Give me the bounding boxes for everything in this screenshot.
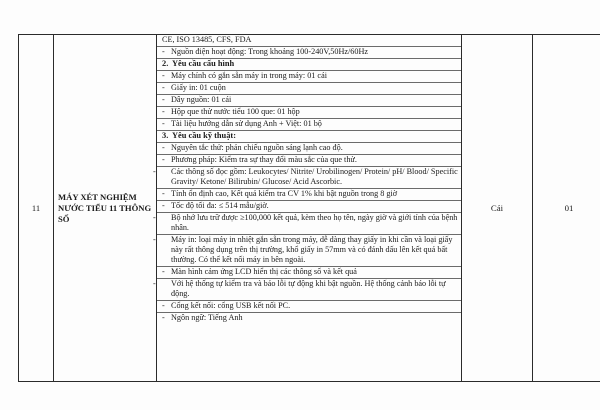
config-item: - Tài liệu hướng dẫn sử dụng Anh + Việt: 01 bộ: [157, 119, 461, 131]
spec-line-standards: CE, ISO 13485, CFS, FDA: [157, 35, 461, 47]
section-heading-technical: 3. Yêu cầu kỹ thuật:: [157, 131, 461, 143]
table-row: [19, 35, 600, 382]
unit-cell: Cái: [462, 35, 533, 382]
tech-item: - Phương pháp: Kiểm tra sự thay đổi màu sắc của que thử.: [157, 155, 461, 167]
equipment-name: MÁY XÉT NGHIỆM NƯỚC TIỂU 11 THÔNG SỐ: [58, 191, 152, 224]
tech-item: - Tính ổn định cao, Kết quả kiểm tra CV 1% khi bật nguồn trong 8 giờ: [157, 189, 461, 201]
tech-item: - Các thông số đọc gồm: Leukocytes/ Nitrite/ Urobilinogen/ Protein/ pH/ Blood/ Specific Gravity/ Ketone/ Bilirubin/ Glucose/ Acid Ascorbic.: [157, 167, 461, 189]
equipment-spec-table: [18, 34, 600, 382]
tech-item: - Bộ nhớ lưu trữ được ≥100,000 kết quả, kèm theo họ tên, ngày giờ và giới tính của bệnh nhân.: [157, 213, 461, 235]
tech-item: - Với hệ thống tự kiểm tra và báo lỗi tự động khi bật nguồn. Hệ thống cảnh báo lỗi tự động.: [157, 279, 461, 301]
equipment-name-cell: [54, 35, 157, 382]
tech-item: - Tốc độ tối đa: ≤ 514 mẫu/giờ.: [157, 201, 461, 213]
config-item: - Hộp que thử nước tiểu 100 que: 01 hộp: [157, 107, 461, 119]
section-heading-configuration: 2. Yêu cầu cấu hình: [157, 59, 461, 71]
config-item: - Dây nguồn: 01 cái: [157, 95, 461, 107]
row-number: 11: [19, 35, 54, 382]
tech-item: - Nguyên tắc thử: phản chiếu nguồn sáng lạnh cao độ.: [157, 143, 461, 155]
spec-line-power: - Nguồn điện hoạt động: Trong khoảng 100-240V,50Hz/60Hz: [157, 47, 461, 59]
tech-item: - Ngôn ngữ: Tiếng Anh: [162, 313, 243, 322]
config-item: - Máy chính có gắn sẵn máy in trong máy: 01 cái: [157, 71, 461, 83]
specification-cell: [153, 35, 462, 382]
tech-item: - Cổng kết nối: cổng USB kết nối PC.: [157, 301, 461, 313]
config-item: - Giấy in: 01 cuộn: [157, 83, 461, 95]
tech-item: - Màn hình cảm ứng LCD hiển thị các thông số và kết quả: [157, 267, 461, 279]
tech-item: - Máy in: loại máy in nhiệt gắn sẵn trong máy, dễ dàng thay giấy in khi cần và loại giấy này rất thông dụng trên thị trường, khổ giấy in 57mm và có đánh dấu lên kết quả bất thường. Có thể kết nối máy in bên ngoài.: [157, 235, 461, 267]
quantity-cell: 01: [533, 35, 600, 382]
